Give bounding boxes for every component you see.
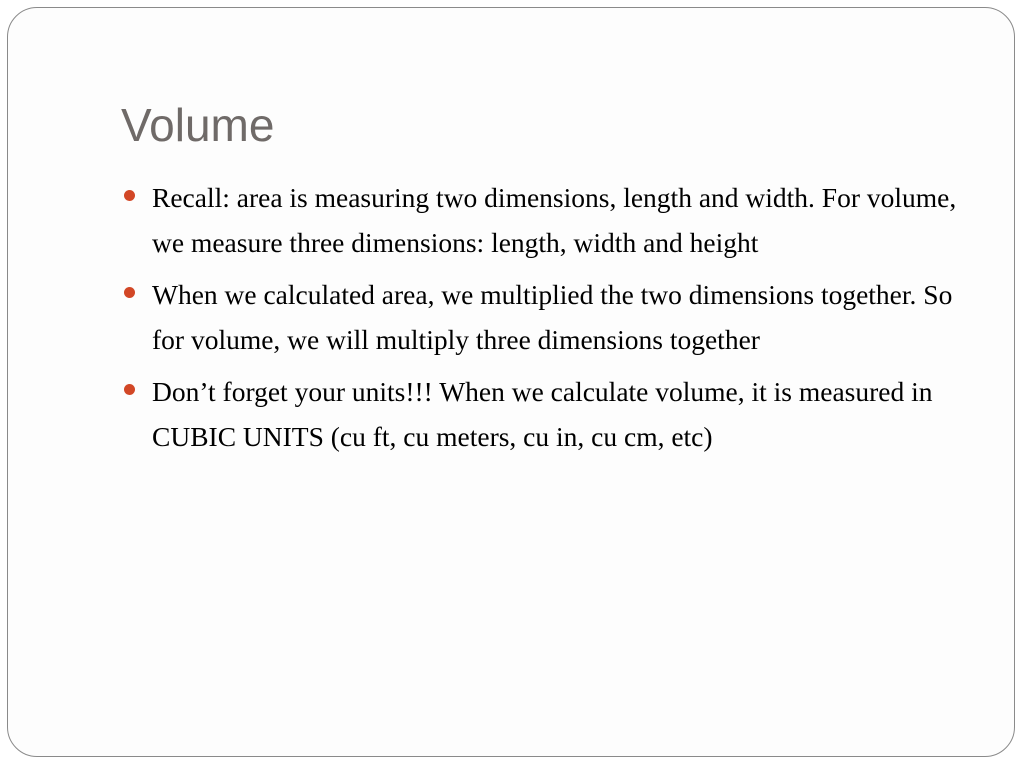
bullet-text: Don’t forget your units!!! When we calculate volume, it is measured in CUBIC UNITS (cu ft, cu meters, cu in, cu cm, etc) — [152, 376, 933, 452]
bullet-item — [120, 273, 980, 362]
bullet-text: Recall: area is measuring two dimensions, length and width. For volume, we measure three dimensions: length, width and height — [152, 182, 957, 258]
bullet-list — [120, 176, 980, 467]
bullet-dot-icon — [124, 287, 135, 298]
bullet-dot-icon — [124, 190, 135, 201]
bullet-item — [120, 370, 980, 459]
bullet-item — [120, 176, 980, 265]
slide-title: Volume — [121, 99, 275, 151]
slide — [7, 7, 1015, 757]
bullet-dot-icon — [124, 384, 135, 395]
bullet-text: When we calculated area, we multiplied the two dimensions together. So for volume, we will multiply three dimensions together — [152, 279, 953, 355]
